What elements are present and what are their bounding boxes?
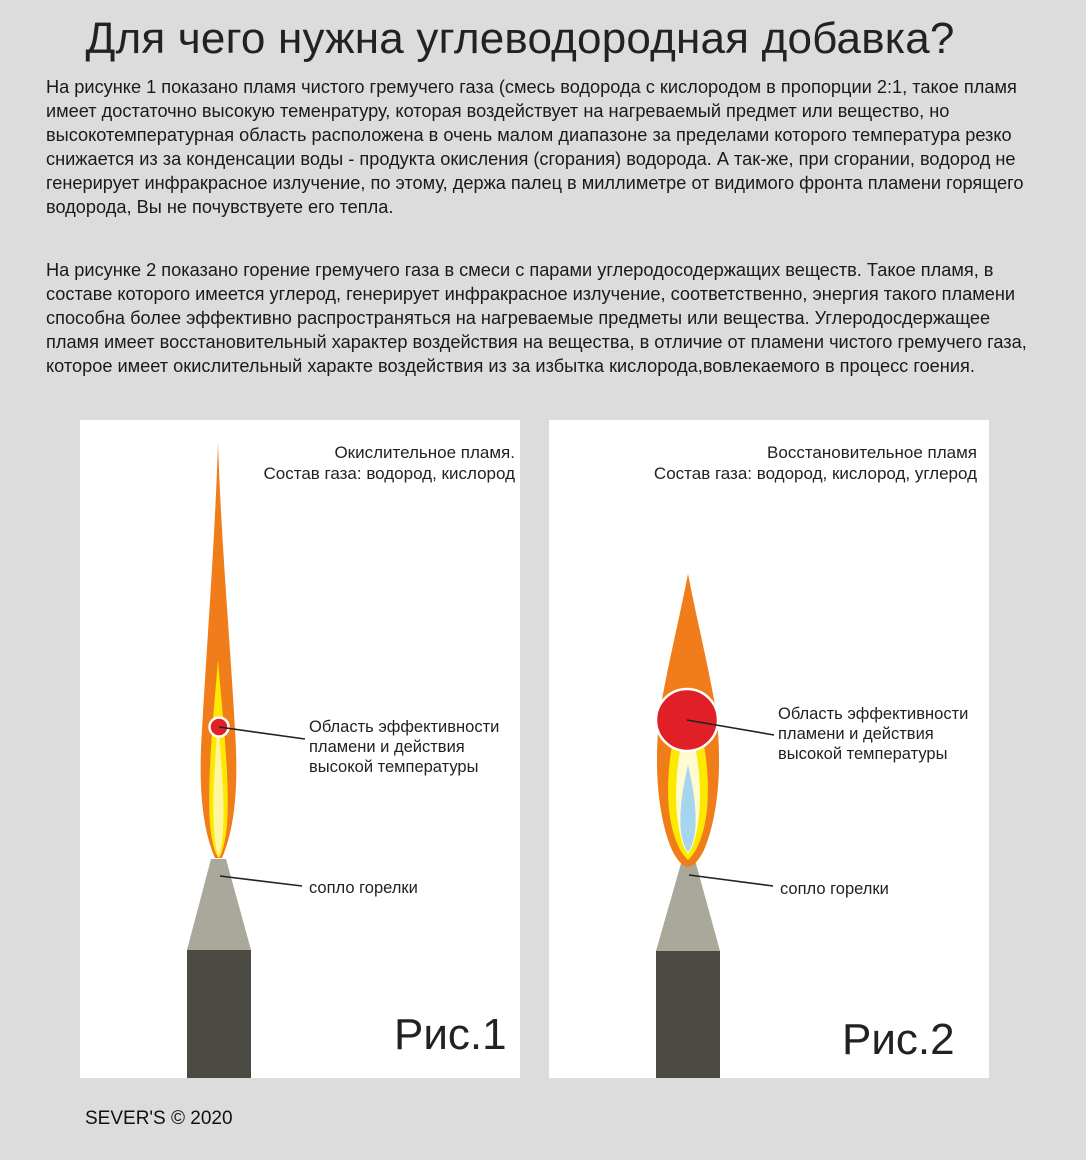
hot-zone-label-line: Область эффективности	[778, 705, 969, 723]
caption-composition: Состав газа: водород, кислород, углерод	[653, 464, 977, 483]
figure-2-caption	[654, 442, 977, 484]
hot-zone-label-line: высокой температуры	[778, 745, 948, 763]
burner-body	[656, 951, 720, 1078]
hot-zone-label-line: высокой температуры	[309, 758, 479, 776]
burner-nozzle	[187, 859, 251, 950]
caption-composition: Состав газа: водород, кислород	[263, 464, 515, 483]
caption-title: Окислительное пламя.	[334, 443, 515, 462]
hot-zone-label	[778, 704, 968, 764]
figure-1-panel	[80, 420, 520, 1078]
page-title: Для чего нужна углеводородная добавка?	[85, 14, 955, 63]
paragraph-figure-2: На рисунке 2 показано горение гремучего газа в смеси с парами углеродосодержащих веществ. Такое пламя, в составе которого имеется углерод, генерирует инфракрасное излучение, соответственно, энергия такого пламени способна более эффективно распространяться на нагреваемые предметы или вещества. Углеродосдержащее пламя имеет восстановительный характер воздействия на вещества, в отличие от пламени чистого гремучего газа, которое имеет окислительный характе воздействия из за избытка кислорода,вовлекаемого в процесс гоения.	[46, 260, 1027, 376]
figure-1-caption	[264, 442, 515, 484]
figure-number: Рис.2	[842, 1015, 955, 1064]
hot-zone-label-line: пламени и действия	[778, 725, 934, 743]
caption-title: Восстановительное пламя	[767, 443, 977, 462]
nozzle-label: сопло горелки	[309, 879, 418, 897]
burner-nozzle	[656, 860, 720, 951]
hot-zone-label-line: пламени и действия	[309, 738, 465, 756]
copyright-footer: SEVER'S © 2020	[85, 1108, 233, 1129]
paragraph-figure-1: На рисунке 1 показано пламя чистого гремучего газа (смесь водорода с кислородом в пропорции 2:1, такое пламя имеет достаточно высокую теменратуру, которая воздействует на нагреваемый предмет или вещество, но высокотемпературная область расположена в очень малом диапазоне за пределами которого температура резко снижается из за конденсации воды - продукта окисления (сгорания) водорода. А так-же, при сгорании, водород не генерирует инфракрасное излучение, по этому, держа палец в миллиметре от видимого фронта пламени горящего водорода, Вы не почувствуете его тепла.	[46, 77, 1024, 217]
figure-2-panel	[549, 420, 989, 1078]
nozzle-label: сопло горелки	[780, 880, 889, 898]
hot-zone-label	[309, 717, 499, 777]
figure-number: Рис.1	[394, 1010, 507, 1059]
burner-body	[187, 950, 251, 1078]
hot-zone-label-line: Область эффективности	[309, 718, 500, 736]
